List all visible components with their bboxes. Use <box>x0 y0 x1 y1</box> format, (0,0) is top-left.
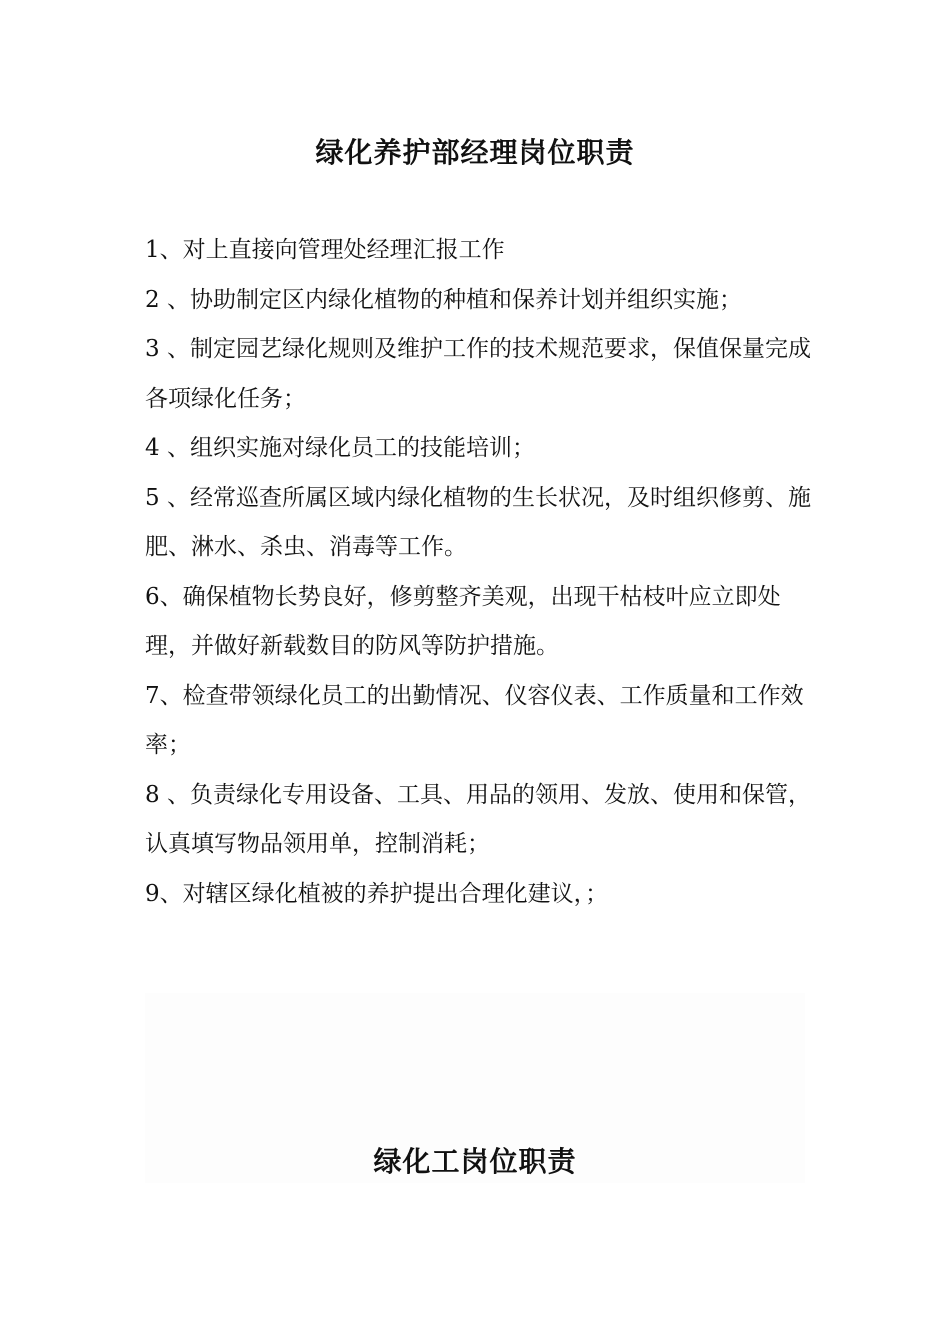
list-item: 2 、协助制定区内绿化植物的种植和保养计划并组织实施； <box>145 286 742 313</box>
list-item: 5 、经常巡查所属区域内绿化植物的生长状况，及时组织修剪、施肥、淋水、杀虫、消毒等工作。 <box>145 484 811 560</box>
list-item: 6、确保植物长势良好，修剪整齐美观，出现干枯枝叶应立即处理，并做好新载数目的防风等防护措施。 <box>145 583 781 659</box>
page-title: 绿化养护部经理岗位职责 <box>315 136 635 169</box>
duties-list <box>145 226 813 919</box>
section-title: 绿化工岗位职责 <box>373 1145 577 1178</box>
list-item: 4 、组织实施对绿化员工的技能培训； <box>145 435 535 461</box>
list-item: 9、对辖区绿化植被的养护提出合理化建议，； <box>145 880 609 907</box>
list-item: 1、对上直接向管理处经理汇报工作 <box>145 237 505 263</box>
list-item: 7、检查带领绿化员工的出勤情况、仪容仪表、工作质量和工作效率； <box>145 682 804 758</box>
list-item: 3 、制定园艺绿化规则及维护工作的技术规范要求，保值保量完成各项绿化任务； <box>145 336 811 412</box>
list-item: 8 、负责绿化专用设备、工具、用品的领用、发放、使用和保管，认真填写物品领用单，控制消耗； <box>145 781 811 857</box>
